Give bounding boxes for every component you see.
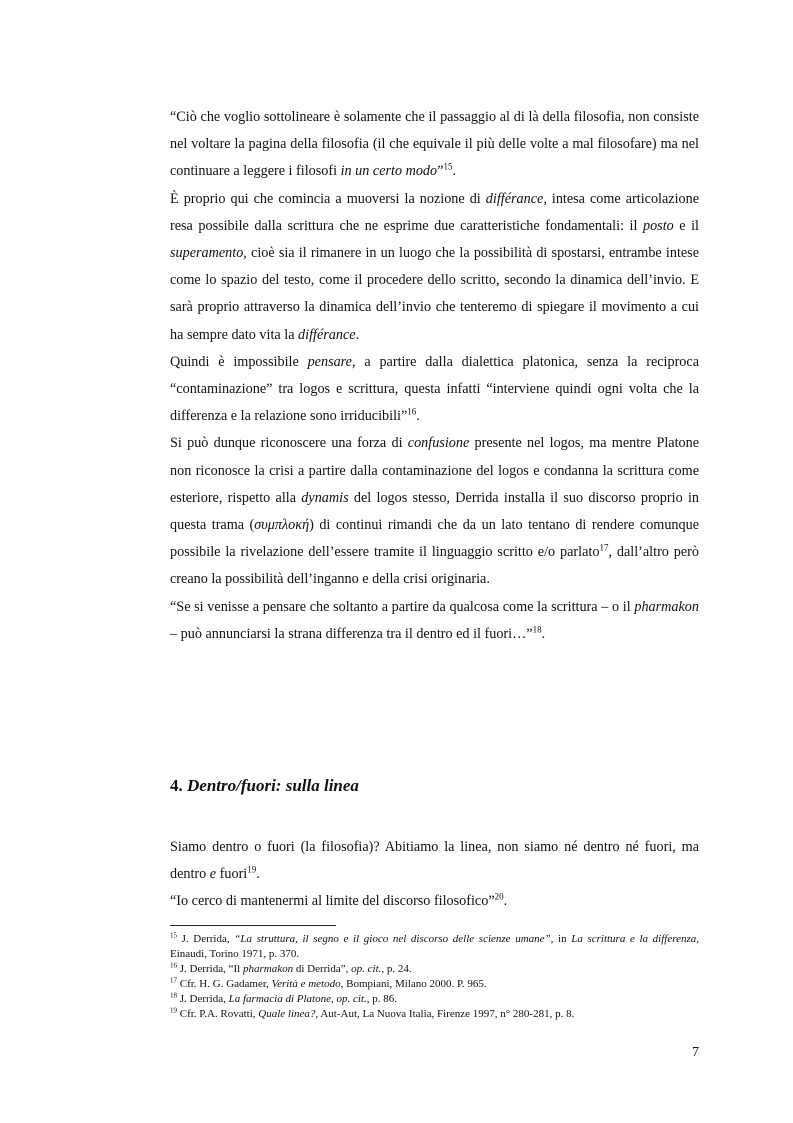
footnote-divider [170, 925, 336, 926]
page-body [170, 104, 700, 1020]
footnote-ref-17[interactable]: 17 [599, 542, 609, 553]
section-body [170, 834, 699, 916]
paragraph-linea: Siamo dentro o fuori (la filosofia)? Abitiamo la linea, non siamo né dentro né fuori, ma dentro e fuori$^{19}$. [170, 839, 699, 883]
page-number: 7 [692, 1045, 699, 1060]
footnote-ref-18[interactable]: 18 [532, 624, 542, 635]
footnote-16: $^{16}$ J. Derrida, “Il pharmakon di Derrida”, op. cit., p. 24. [170, 961, 412, 975]
footnote-19: $^{19}$ Cfr. P.A. Rovatti, Quale linea?, Aut-Aut, La Nuova Italia, Firenze 1997, n° 280-281, p. 8. [170, 1006, 575, 1020]
paragraph-pharmakon-quote: “Se si venisse a pensare che soltanto a partire da qualcosa come la scrittura – o il pharmakon – può annunciarsi la strana differenza tra il dentro ed il fuori…”$^{18}$. [170, 598, 699, 642]
footnote-17: $^{17}$ Cfr. H. G. Gadamer, Verità e metodo, Bompiani, Milano 2000. P. 965. [170, 976, 487, 990]
footnote-ref-20[interactable]: 20 [494, 891, 504, 902]
footnote-15: $^{15}$ J. Derrida, “La struttura, il segno e il gioco nel discorso delle scienze umane”, in La scrittura e la differenza, Einaudi, Torino 1971, p. 370. [170, 931, 699, 960]
footnote-ref-16[interactable]: 16 [407, 406, 417, 417]
paragraph-quote-derrida: “Ciò che voglio sottolineare è solamente che il passaggio al di là della filosofia, non consiste nel voltare la pagina della filosofia (il che equivale il più delle volte a mal filosofare) ma nel continuare a leggere i filosofi in un certo modo”$^{15}$. [170, 109, 699, 180]
paragraph-limite: “Io cerco di mantenermi al limite del discorso filosofico”$^{20}$. [170, 891, 508, 910]
paragraph-confusione: Si può dunque riconoscere una forza di confusione presente nel logos, ma mentre Platone non riconosce la crisi a partire dalla contaminazione del logos e condanna la scrittura come esteriore, rispetto alla dynamis del logos stesso, Derrida installa il suo discorso proprio in questa trama (συμπλοκή) di continui rimandi che da un lato tentano di rendere comunque possibile la rivelazione dell’essere tramite il linguaggio scritto e/o parlato$^{17}$, dall’altro però creano la possibilità dell’inganno e della crisi originaria. [170, 435, 700, 588]
footnote-18: $^{18}$ J. Derrida, La farmacia di Platone, op. cit., p. 86. [170, 991, 397, 1005]
footnotes [170, 932, 699, 1022]
greek-term: συμπλοκή [254, 517, 310, 534]
footnote-ref-15[interactable]: 15 [443, 161, 453, 172]
footnote-ref-19[interactable]: 19 [247, 864, 257, 875]
paragraph-differance: È proprio qui che comincia a muoversi la nozione di différance, intesa come articolazione resa possibile dalla scrittura che ne esprime due caratteristiche fondamentali: il posto e il superamento, cioè sia il rimanere in un luogo che la possibilità di spostarsi, entrambe intese come lo spazio del testo, come il procedere dello scritto, secondo la dinamica dell’invio. E sarà proprio attraverso la dinamica dell’invio che tenteremo di spiegare il movimento a cui ha sempre dato vita la différance. [170, 190, 700, 343]
paragraph-contaminazione: Quindi è impossibile pensare, a partire dalla dialettica platonica, senza la reciproca “contaminazione” tra logos e scrittura, questa infatti “interviene quindi ogni volta che la differenza e la relazione sono irriducibili”$^{16}$. [170, 353, 699, 425]
section-heading: 4. Dentro/fuori: sulla linea [170, 776, 359, 795]
